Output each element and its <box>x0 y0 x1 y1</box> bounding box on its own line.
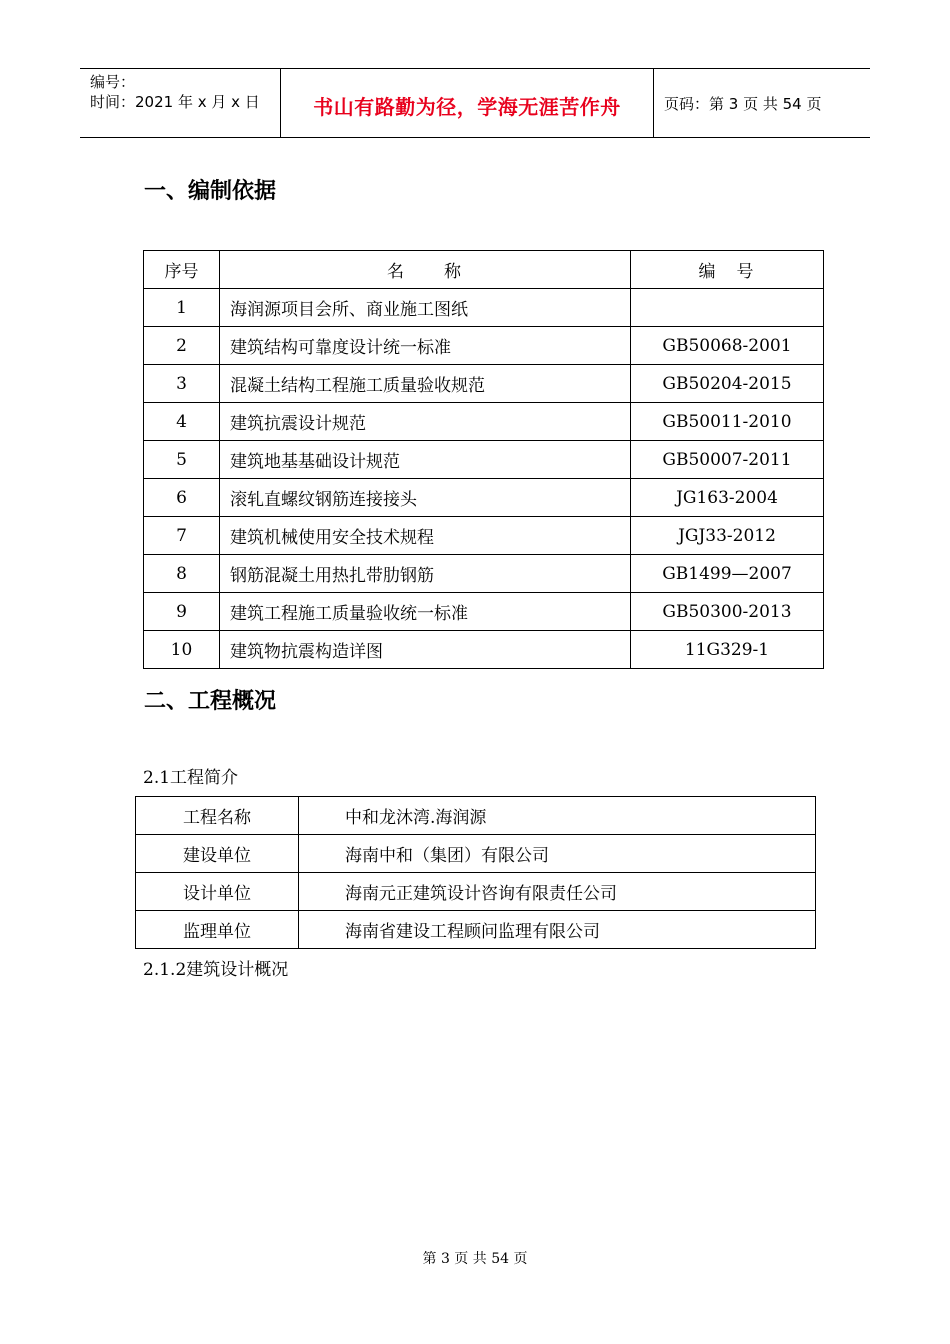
row-code: GB50007-2011 <box>631 441 824 479</box>
row-name: 海润源项目会所、商业施工图纸 <box>220 289 631 327</box>
row-name: 建筑工程施工质量验收统一标准 <box>220 593 631 631</box>
row-code: 11G329-1 <box>631 631 824 669</box>
row-code: GB50011-2010 <box>631 403 824 441</box>
row-seq: 4 <box>144 403 220 441</box>
header-left-cell <box>80 69 281 137</box>
header-page-cell <box>654 69 870 137</box>
column-header-seq: 序号 <box>144 251 220 289</box>
table-row <box>136 835 816 873</box>
info-value: 中和龙沐湾.海润源 <box>299 797 816 835</box>
table-row <box>144 479 824 517</box>
table-row <box>144 593 824 631</box>
table-row <box>144 631 824 669</box>
info-value: 海南中和（集团）有限公司 <box>299 835 816 873</box>
table-row <box>144 365 824 403</box>
header-motto: 书山有路勤为径，学海无涯苦作舟 <box>313 95 621 119</box>
header-page-number: 页码：第 3 页 共 54 页 <box>664 95 822 113</box>
row-seq: 5 <box>144 441 220 479</box>
header-motto-cell <box>281 69 654 137</box>
row-seq: 3 <box>144 365 220 403</box>
row-name: 建筑地基基础设计规范 <box>220 441 631 479</box>
row-name: 混凝土结构工程施工质量验收规范 <box>220 365 631 403</box>
table-row <box>144 289 824 327</box>
info-label: 工程名称 <box>136 797 299 835</box>
row-code: GB1499—2007 <box>631 555 824 593</box>
row-code: GB50068-2001 <box>631 327 824 365</box>
row-name: 建筑机械使用安全技术规程 <box>220 517 631 555</box>
row-code: GB50300-2013 <box>631 593 824 631</box>
row-name: 建筑结构可靠度设计统一标准 <box>220 327 631 365</box>
info-value: 海南省建设工程顾问监理有限公司 <box>299 911 816 949</box>
row-code: JGJ33-2012 <box>631 517 824 555</box>
page-footer: 第 3 页 共 54 页 <box>422 1251 528 1267</box>
row-code <box>631 289 824 327</box>
row-name: 建筑物抗震构造详图 <box>220 631 631 669</box>
document-date-label: 时间：2021 年 x 月 x 日 <box>90 93 260 111</box>
row-seq: 7 <box>144 517 220 555</box>
table-row <box>144 517 824 555</box>
row-seq: 10 <box>144 631 220 669</box>
row-code: JG163-2004 <box>631 479 824 517</box>
table-row <box>144 327 824 365</box>
table-row <box>136 797 816 835</box>
document-number-label: 编号： <box>90 73 136 91</box>
row-seq: 1 <box>144 289 220 327</box>
table-row <box>136 873 816 911</box>
row-code: GB50204-2015 <box>631 365 824 403</box>
info-label: 监理单位 <box>136 911 299 949</box>
section-title-basis: 一、编制依据 <box>144 179 277 204</box>
section-title-overview: 二、工程概况 <box>144 689 277 714</box>
column-header-code: 编 号 <box>631 251 824 289</box>
table-row <box>144 403 824 441</box>
info-label: 设计单位 <box>136 873 299 911</box>
row-name: 滚轧直螺纹钢筋连接接头 <box>220 479 631 517</box>
info-value: 海南元正建筑设计咨询有限责任公司 <box>299 873 816 911</box>
column-header-name: 名 称 <box>220 251 631 289</box>
table-row <box>144 441 824 479</box>
standards-table <box>143 250 824 669</box>
subsection-title-intro: 2.1工程简介 <box>143 768 239 788</box>
page-header <box>80 68 870 138</box>
row-name: 建筑抗震设计规范 <box>220 403 631 441</box>
row-seq: 8 <box>144 555 220 593</box>
row-seq: 9 <box>144 593 220 631</box>
row-name: 钢筋混凝土用热扎带肋钢筋 <box>220 555 631 593</box>
subsection-title-architecture: 2.1.2建筑设计概况 <box>143 960 289 980</box>
table-header-row <box>144 251 824 289</box>
table-row <box>136 911 816 949</box>
info-label: 建设单位 <box>136 835 299 873</box>
table-row <box>144 555 824 593</box>
row-seq: 2 <box>144 327 220 365</box>
row-seq: 6 <box>144 479 220 517</box>
project-info-table <box>135 796 816 949</box>
